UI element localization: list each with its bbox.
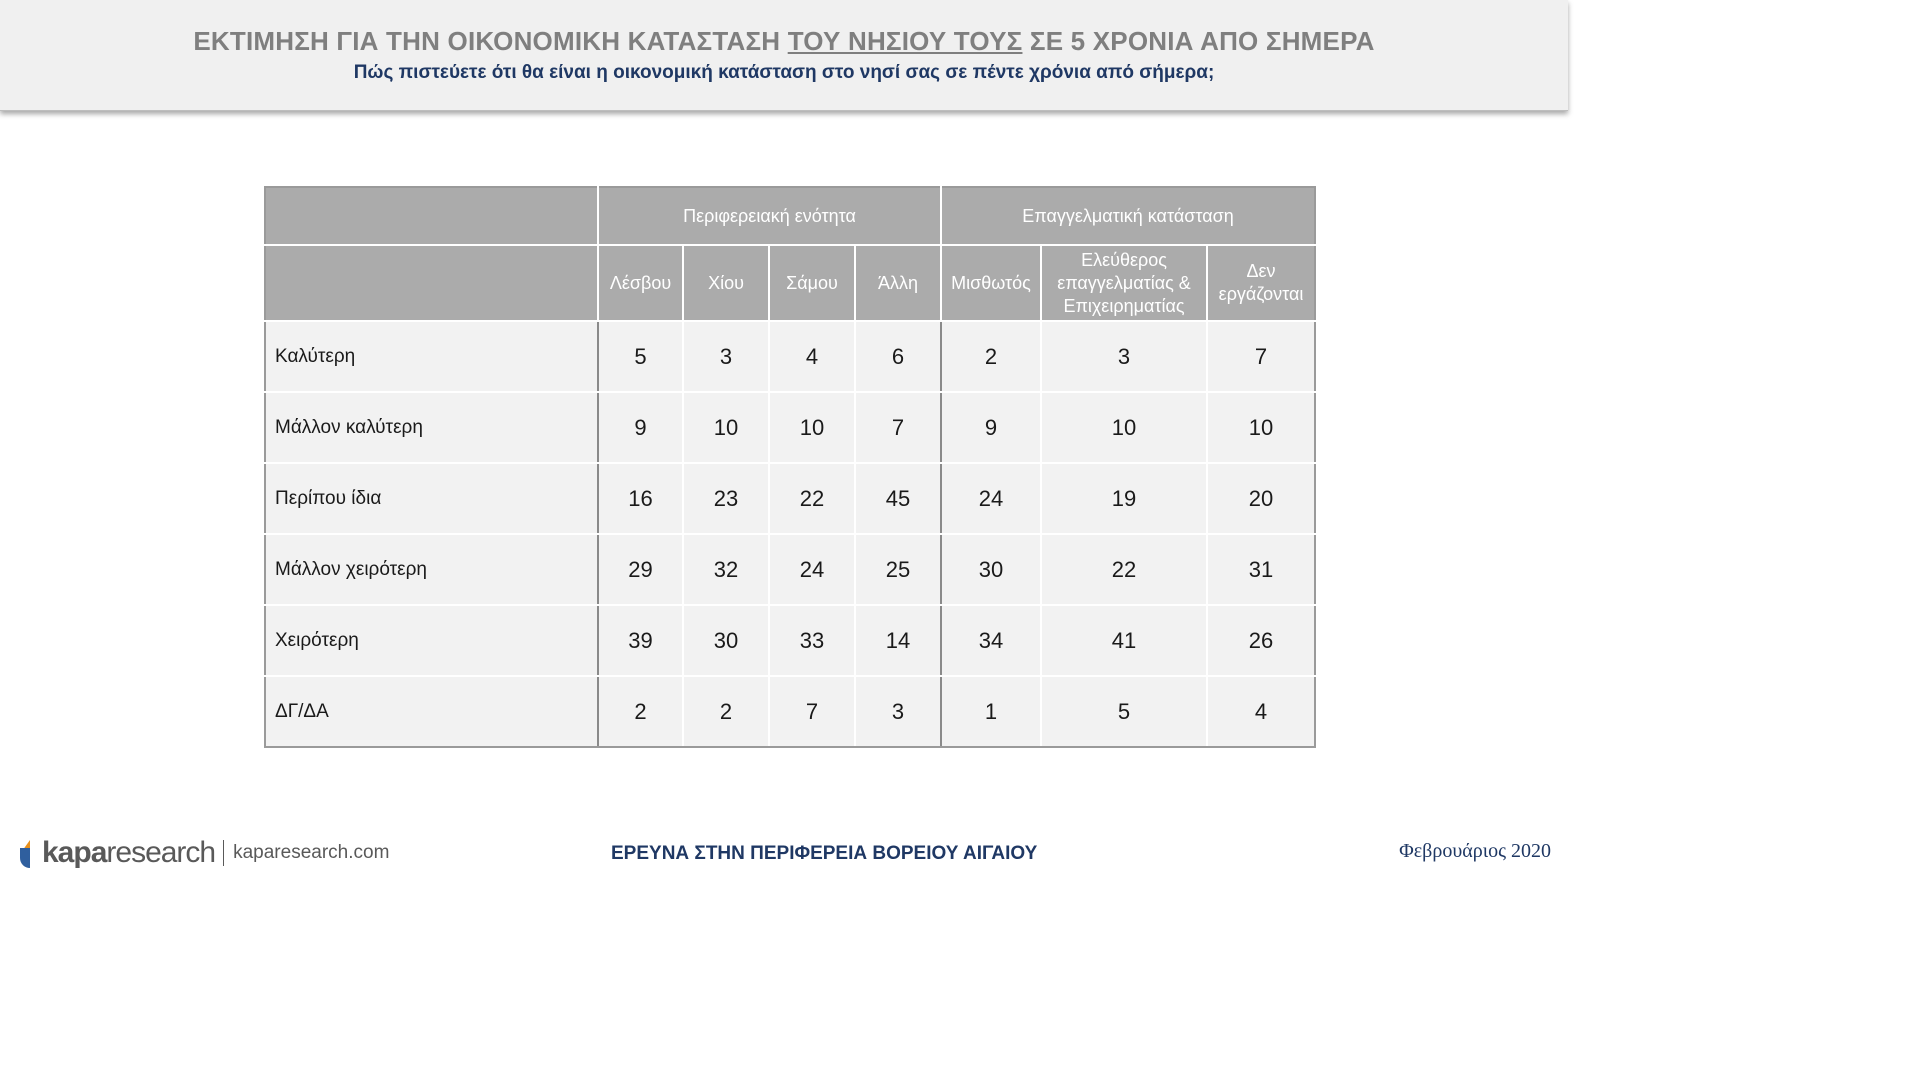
table-cell: 10 — [1207, 392, 1315, 463]
row-label: Μάλλον καλύτερη — [265, 392, 598, 463]
corner-cell — [265, 187, 598, 245]
kapa-logo-icon — [20, 838, 38, 868]
logo-kapa-text: kapa — [42, 836, 107, 869]
results-table — [264, 186, 1316, 748]
table-cell: 7 — [1207, 321, 1315, 392]
page-title — [0, 26, 1568, 57]
kapa-research-logo — [20, 836, 389, 870]
row-label: Περίπου ίδια — [265, 463, 598, 534]
page-subtitle: Πώς πιστεύετε ότι θα είναι η οικονομική κατάσταση στο νησί σας σε πέντε χρόνια από σήμερα; — [353, 62, 1215, 83]
table-cell: 32 — [683, 534, 769, 605]
column-header: Άλλη — [855, 245, 941, 321]
table-cell: 10 — [769, 392, 855, 463]
column-header: Σάμου — [769, 245, 855, 321]
table-row — [265, 605, 1315, 676]
title-part-2: ΣΕ 5 ΧΡΟΝΙΑ ΑΠΟ ΣΗΜΕΡΑ — [1022, 26, 1375, 56]
title-underlined: ΤΟΥ ΝΗΣΙΟΥ ΤΟΥΣ — [787, 26, 1023, 56]
table-cell: 4 — [769, 321, 855, 392]
table-cell: 7 — [769, 676, 855, 747]
table-cell: 45 — [855, 463, 941, 534]
table-cell: 4 — [1207, 676, 1315, 747]
table-cell: 20 — [1207, 463, 1315, 534]
column-header: Λέσβου — [598, 245, 683, 321]
table-cell: 2 — [941, 321, 1041, 392]
table-body — [265, 321, 1315, 747]
table-cell: 3 — [683, 321, 769, 392]
table-cell: 33 — [769, 605, 855, 676]
column-header-row — [265, 245, 1315, 321]
column-header: Χίου — [683, 245, 769, 321]
table-cell: 10 — [683, 392, 769, 463]
table-row — [265, 534, 1315, 605]
table-cell: 14 — [855, 605, 941, 676]
table-cell: 25 — [855, 534, 941, 605]
table-cell: 24 — [941, 463, 1041, 534]
row-label: Καλύτερη — [265, 321, 598, 392]
title-part-1: ΕΚΤΙΜΗΣΗ ΓΙΑ ΤΗΝ ΟΙΚΟΝΟΜΙΚΗ ΚΑΤΑΣΤΑΣΗ — [193, 26, 788, 56]
table-cell: 9 — [941, 392, 1041, 463]
row-label: Μάλλον χειρότερη — [265, 534, 598, 605]
group-header-row — [265, 187, 1315, 245]
column-header: Μισθωτός — [941, 245, 1041, 321]
column-header: Ελεύθερος επαγγελματίας & Επιχειρηματίας — [1041, 245, 1207, 321]
table-cell: 24 — [769, 534, 855, 605]
table-row — [265, 321, 1315, 392]
row-label: ΔΓ/ΔΑ — [265, 676, 598, 747]
table-cell: 26 — [1207, 605, 1315, 676]
table-row — [265, 463, 1315, 534]
table-row — [265, 676, 1315, 747]
table-cell: 10 — [1041, 392, 1207, 463]
logo-research-text: research — [106, 836, 216, 869]
table-cell: 3 — [1041, 321, 1207, 392]
logo-divider — [223, 840, 224, 866]
column-header: Δεν εργάζονται — [1207, 245, 1315, 321]
table-cell: 1 — [941, 676, 1041, 747]
table-cell: 39 — [598, 605, 683, 676]
table-cell: 2 — [683, 676, 769, 747]
table-cell: 41 — [1041, 605, 1207, 676]
table-cell: 3 — [855, 676, 941, 747]
table-cell: 16 — [598, 463, 683, 534]
website-url: kaparesearch.com — [233, 842, 390, 863]
table-cell: 34 — [941, 605, 1041, 676]
table-cell: 6 — [855, 321, 941, 392]
table-cell: 29 — [598, 534, 683, 605]
survey-date: Φεβρουάριος 2020 — [1399, 840, 1551, 862]
table-cell: 5 — [1041, 676, 1207, 747]
corner-cell-2 — [265, 245, 598, 321]
table-cell: 23 — [683, 463, 769, 534]
table-cell: 30 — [941, 534, 1041, 605]
table-cell: 19 — [1041, 463, 1207, 534]
table-cell: 2 — [598, 676, 683, 747]
row-label: Χειρότερη — [265, 605, 598, 676]
survey-name: ΕΡΕΥΝΑ ΣΤΗΝ ΠΕΡΙΦΕΡΕΙΑ ΒΟΡΕΙΟΥ ΑΙΓΑΙΟΥ — [611, 843, 1038, 864]
table-cell: 22 — [1041, 534, 1207, 605]
table-cell: 31 — [1207, 534, 1315, 605]
table-row — [265, 392, 1315, 463]
table-cell: 7 — [855, 392, 941, 463]
table-cell: 9 — [598, 392, 683, 463]
page-header — [0, 0, 1568, 111]
table-cell: 5 — [598, 321, 683, 392]
table-cell: 30 — [683, 605, 769, 676]
group-header-employment: Επαγγελματική κατάσταση — [941, 187, 1315, 245]
group-header-region: Περιφερειακή ενότητα — [598, 187, 941, 245]
table-cell: 22 — [769, 463, 855, 534]
